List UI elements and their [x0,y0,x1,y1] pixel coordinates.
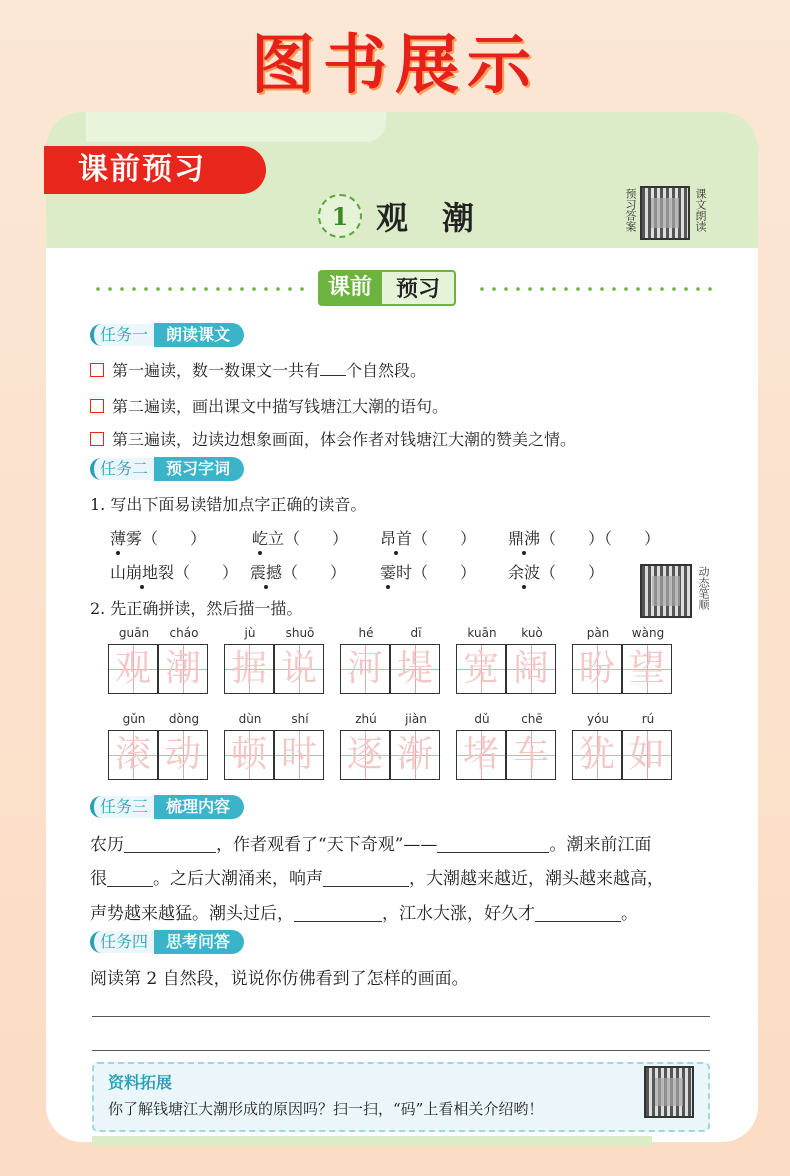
info-text: 你了解钱塘江大潮形成的原因吗？扫一扫，“码”上看相关介绍哟！ [108,1100,544,1118]
divider-dots-right [476,287,712,291]
blank-5[interactable] [294,903,382,922]
lesson-number: 1 [318,194,362,238]
checkbox-3[interactable] [90,432,104,446]
pinyin-label: yóu [586,712,610,726]
task-2-header [90,456,244,482]
progress-strip [92,1136,652,1146]
task-4-label: 任务四 [90,931,154,953]
word-item: 山崩地裂（ ） [110,560,238,583]
tracing-cell[interactable]: 说 [274,644,324,694]
task-3-line-3: 声势越来越猛。潮头过后， ，江水大涨，好久才 。 [90,904,638,924]
pinyin-label: chē [521,712,543,726]
tracing-cell[interactable]: 逐 [340,730,390,780]
tracing-cell[interactable]: 宽 [456,644,506,694]
word-item: 薄雾（ ） [110,526,206,549]
tracing-cell[interactable]: 潮 [158,644,208,694]
info-box [92,1062,710,1132]
task-1-line-3: 第三遍读，边读边想象画面，体会作者对钱塘江大潮的赞美之情。 [90,427,576,450]
qr-label-stroke: 动态笔顺 [697,566,710,610]
tracing-cell[interactable]: 盼 [572,644,622,694]
blank-6[interactable] [535,903,621,922]
pinyin-label: jù [244,626,256,640]
tracing-cell[interactable]: 堵 [456,730,506,780]
tracing-cell[interactable]: 滚 [108,730,158,780]
pinyin-label: dǔ [474,712,490,726]
answer-line[interactable] [92,1016,710,1017]
pinyin-label: jiàn [405,712,427,726]
pinyin-label: kuān [467,626,497,640]
qr-label-answers: 预习答案 [624,188,637,232]
pinyin-label: zhú [355,712,377,726]
blank-1[interactable] [124,834,216,853]
task-4-question: 阅读第 2 自然段，说说你仿佛看到了怎样的画面。 [90,969,469,989]
lesson-name: 观潮 [376,199,509,237]
tracing-cell[interactable]: 如 [622,730,672,780]
checkbox-2[interactable] [90,399,104,413]
pinyin-label: gǔn [122,712,146,726]
info-title: 资料拓展 [108,1073,173,1092]
pinyin-label: shí [291,712,309,726]
task-1-label: 任务一 [90,324,154,346]
tracing-cell[interactable]: 阔 [506,644,556,694]
word-item: 昂首（ ） [380,526,476,549]
card-header-tab [86,112,386,142]
tracing-cell[interactable]: 犹 [572,730,622,780]
answer-line[interactable] [92,1050,710,1051]
word-item: 鼎沸（ ）（ ） [508,526,660,549]
pinyin-label: cháo [169,626,199,640]
pinyin-label: dòng [168,712,200,726]
qr-label-reading: 课文朗读 [694,188,707,232]
banner-title: 图书展示 [251,29,539,103]
tracing-cell[interactable]: 堤 [390,644,440,694]
task-3-name: 梳理内容 [154,795,244,819]
qr-code-top[interactable] [640,186,690,240]
blank-paragraph-count[interactable] [320,375,346,376]
tracing-cell[interactable]: 顿 [224,730,274,780]
pinyin-label: dī [410,626,422,640]
task-3-line-2: 很 。之后大潮涌来，响声 ，大潮越来越近，潮头越来越高， [90,869,664,889]
blank-3[interactable] [107,868,153,887]
task-2-name: 预习字词 [154,457,244,481]
pinyin-label: hé [358,626,374,640]
blank-4[interactable] [323,868,409,887]
pinyin-label: rú [641,712,655,726]
task-4-header [90,929,244,955]
tracing-cell[interactable]: 动 [158,730,208,780]
tracing-cell[interactable]: 据 [224,644,274,694]
divider-dots-left [92,287,312,291]
word-item: 余波（ ） [508,560,604,583]
pinyin-label: kuò [521,626,543,640]
pinyin-label: wàng [631,626,665,640]
tracing-cell[interactable]: 望 [622,644,672,694]
task-3-header [90,794,244,820]
task-1-line-1: 第一遍读，数一数课文一共有 个自然段。 [90,358,426,381]
task-1-line-2: 第二遍读，画出课文中描写钱塘江大潮的语句。 [90,394,448,417]
pinyin-label: guān [118,626,150,640]
blank-2[interactable] [437,834,549,853]
word-item: 霎时（ ） [380,560,476,583]
task-4-name: 思考问答 [154,930,244,954]
tracing-cell[interactable]: 河 [340,644,390,694]
pinyin-label: shuō [285,626,315,640]
tracing-cell[interactable]: 车 [506,730,556,780]
tracing-cell[interactable]: 时 [274,730,324,780]
tracing-cell[interactable]: 观 [108,644,158,694]
pinyin-label: dùn [238,712,262,726]
task-2-label: 任务二 [90,458,154,480]
lesson-title [318,192,508,240]
center-label-part2: 预习 [382,270,456,306]
qr-code-info[interactable] [644,1066,694,1118]
task-3-line-1: 农历 ，作者观看了“天下奇观”—— 。潮来前江面 [90,835,652,855]
task-2-question-2: 2. 先正确拼读，然后描一描。 [90,599,303,618]
task-1-header [90,322,244,348]
center-label-part1: 课前 [318,270,382,306]
checkbox-1[interactable] [90,363,104,377]
center-label [318,270,456,306]
task-1-name: 朗读课文 [154,323,244,347]
word-item: 震撼（ ） [250,560,346,583]
tracing-cell[interactable]: 渐 [390,730,440,780]
task-2-question-1: 1. 写出下面易读错加点字正确的读音。 [90,495,367,514]
pinyin-label: pàn [586,626,610,640]
word-item: 屹立（ ） [252,526,348,549]
section-badge: 课前预习 [44,146,266,194]
task-3-label: 任务三 [90,796,154,818]
qr-code-stroke[interactable] [640,564,692,618]
